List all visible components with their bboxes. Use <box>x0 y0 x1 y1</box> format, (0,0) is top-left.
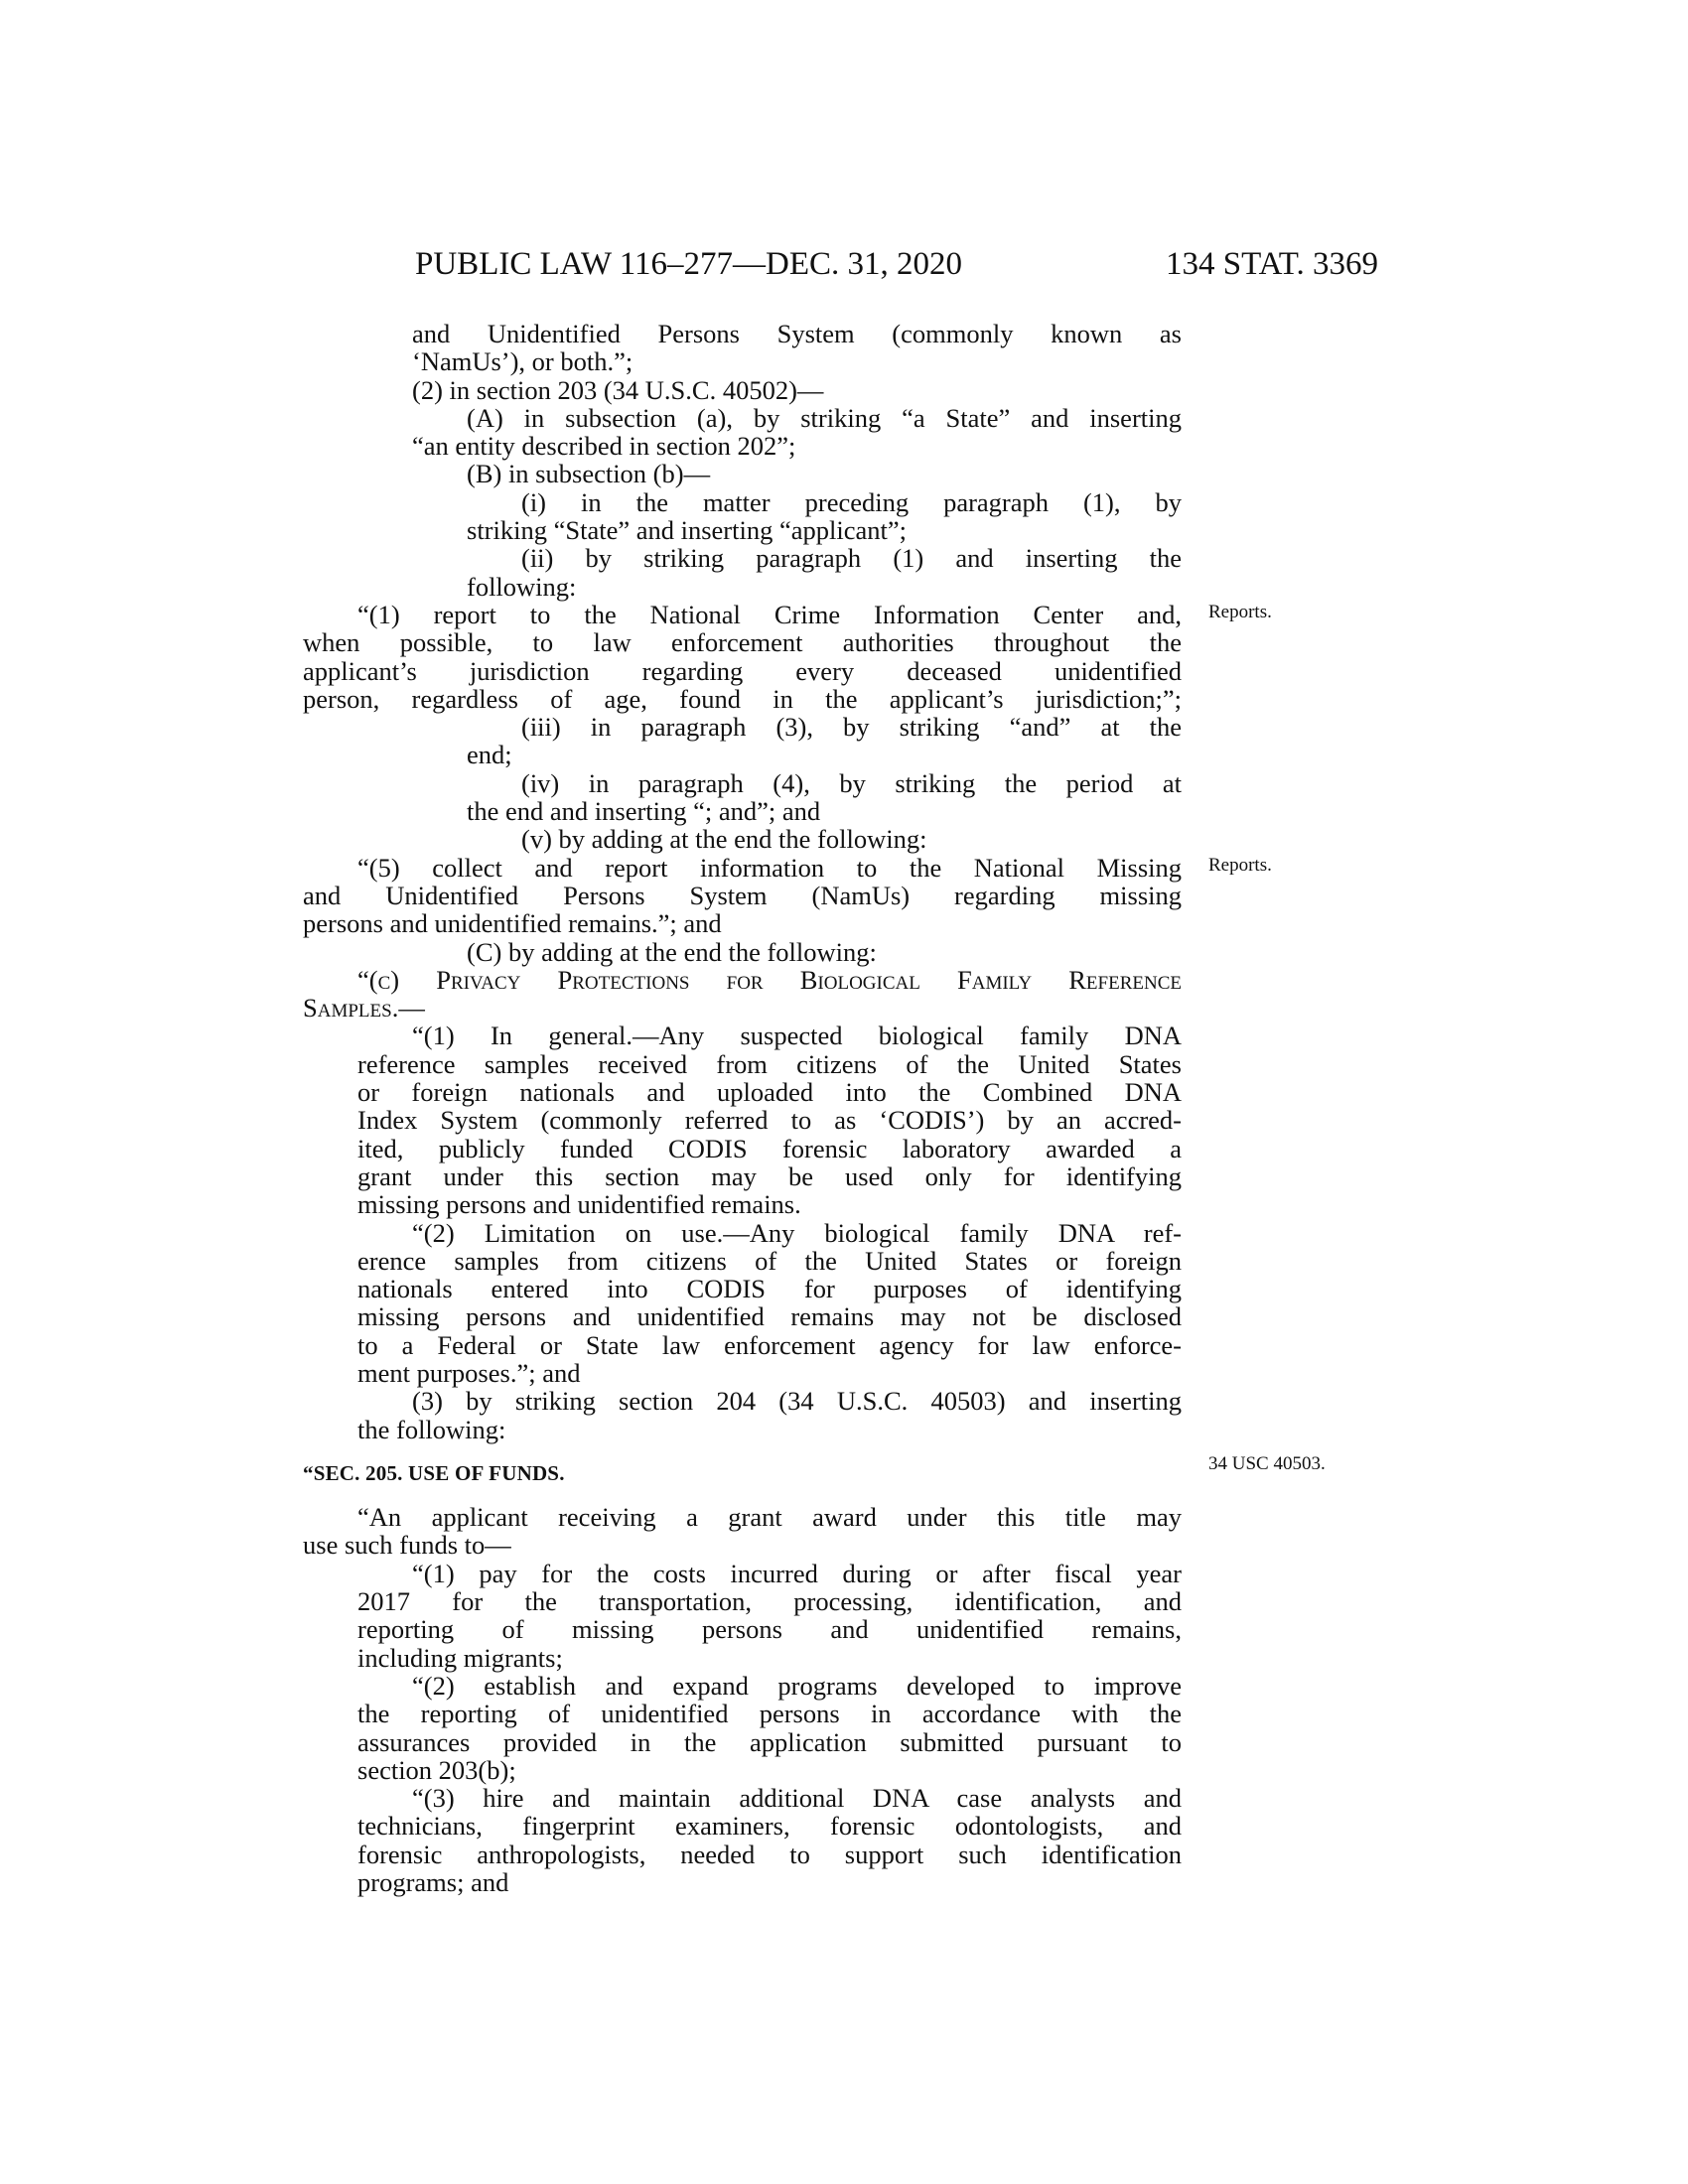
public-law-citation: PUBLIC LAW 116–277—DEC. 31, 2020 <box>415 246 963 282</box>
text-line: forensic anthropologists, needed to support such identification <box>357 1839 1182 1869</box>
document-body <box>303 320 1182 1896</box>
text-line: (B) in subsection (b)— <box>467 459 711 489</box>
text-line: reporting of missing persons and unidentified remains, <box>357 1614 1182 1645</box>
text-line: or foreign nationals and uploaded into the Combined DNA <box>357 1077 1182 1108</box>
section-heading: “SEC. 205. USE OF FUNDS. <box>303 1460 565 1485</box>
text-line: “an entity described in section 202”; <box>412 431 796 462</box>
text-line: (v) by adding at the end the following: <box>521 824 927 855</box>
text-line: reference samples received from citizens of the United States <box>357 1048 1182 1079</box>
text-line: applicant’s jurisdiction regarding every deceased unidentified <box>303 655 1182 686</box>
text-line: person, regardless of age, found in the applicant’s jurisdiction;”; <box>303 683 1182 714</box>
text-line: missing persons and unidentified remains may not be disclosed <box>357 1301 1182 1332</box>
text-line: (iii) in paragraph (3), by striking “and” at the <box>521 712 1182 743</box>
text-line: and Unidentified Persons System (NamUs) regarding missing <box>303 880 1182 910</box>
margin-note-reports: Reports. <box>1208 855 1272 876</box>
text-line: 2017 for the transportation, processing, identification, and <box>357 1586 1182 1617</box>
text-line: the following: <box>357 1414 506 1444</box>
text-line: technicians, fingerprint examiners, forensic odontologists, and <box>357 1811 1182 1842</box>
text-line: “(2) establish and expand programs developed to improve <box>412 1670 1182 1701</box>
text-line: ment purposes.”; and <box>357 1357 581 1388</box>
text-line: “(1) In general.—Any suspected biological family DNA <box>412 1021 1182 1051</box>
text-line: including migrants; <box>357 1642 563 1673</box>
text-line: “(3) hire and maintain additional DNA case analysts and <box>412 1783 1182 1814</box>
text-line: missing persons and unidentified remains. <box>357 1189 801 1220</box>
text-line: (i) in the matter preceding paragraph (1), by <box>521 486 1182 517</box>
text-line: and Unidentified Persons System (commonly known as <box>412 319 1182 348</box>
text-line: ‘NamUs’), or both.”; <box>412 346 633 377</box>
text-line: the reporting of unidentified persons in accordance with the <box>357 1699 1182 1729</box>
subsection-heading-line: “(c) Privacy Protections for Biological Family Reference <box>357 964 1182 995</box>
text-line: “(1) report to the National Crime Information Center and, <box>357 599 1182 629</box>
text-line: nationals entered into CODIS for purposes of identifying <box>357 1274 1182 1304</box>
text-line: end; <box>467 740 512 770</box>
text-line: grant under this section may be used only for identifying <box>357 1160 1182 1191</box>
text-line: “(1) pay for the costs incurred during or after fiscal year <box>412 1558 1182 1588</box>
text-line: (C) by adding at the end the following: <box>467 936 877 967</box>
text-line: “(2) Limitation on use.—Any biological family DNA ref- <box>412 1217 1182 1248</box>
text-line: “An applicant receiving a grant award under this title may <box>357 1502 1182 1533</box>
text-line: “(5) collect and report information to the National Missing <box>357 852 1182 883</box>
text-line: following: <box>467 571 577 602</box>
text-line: to a Federal or State law enforcement agency for law enforce- <box>357 1329 1182 1360</box>
text-line: (ii) by striking paragraph (1) and inserting the <box>521 543 1182 574</box>
text-line: (3) by striking section 204 (34 U.S.C. 40503) and inserting <box>412 1386 1182 1417</box>
text-line: persons and unidentified remains.”; and <box>303 908 722 939</box>
page-header <box>415 246 1378 286</box>
text-line: assurances provided in the application submitted pursuant to <box>357 1726 1182 1757</box>
text-line: erence samples from citizens of the United States or foreign <box>357 1245 1182 1276</box>
text-line: striking “State” and inserting “applicant”; <box>467 515 907 546</box>
text-line: section 203(b); <box>357 1754 516 1785</box>
text-line: when possible, to law enforcement authorities throughout the <box>303 627 1182 658</box>
subsection-heading-line: Samples.— <box>303 993 425 1024</box>
text-line: (2) in section 203 (34 U.S.C. 40502)— <box>412 374 824 405</box>
text-line: use such funds to— <box>303 1530 511 1561</box>
text-line: (iv) in paragraph (4), by striking the period at <box>521 767 1182 798</box>
margin-note-usc-citation: 34 USC 40503. <box>1208 1453 1326 1474</box>
text-line: Index System (commonly referred to as ‘CODIS’) by an accred- <box>357 1105 1182 1136</box>
text-line: programs; and <box>357 1867 509 1898</box>
margin-note-reports: Reports. <box>1208 602 1272 622</box>
text-line: ited, publicly funded CODIS forensic laboratory awarded a <box>357 1133 1182 1163</box>
text-line: the end and inserting “; and”; and <box>467 796 821 827</box>
statute-page-number: 134 STAT. 3369 <box>1165 246 1378 282</box>
text-line: (A) in subsection (a), by striking “a State” and inserting <box>467 402 1182 433</box>
